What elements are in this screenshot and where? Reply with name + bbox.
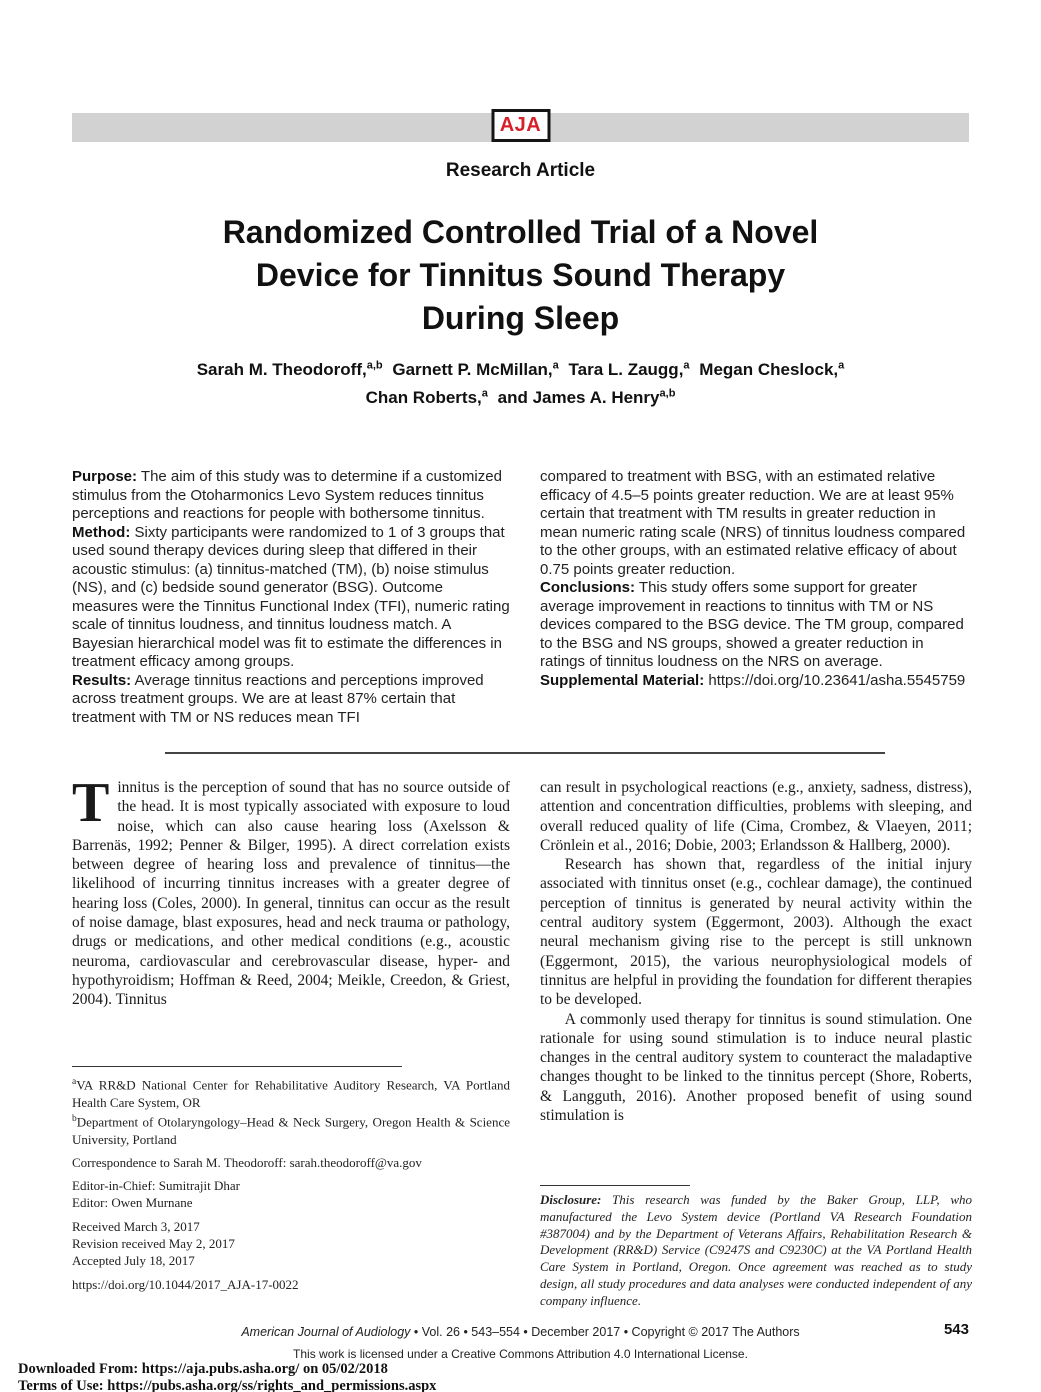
author-affiliation-superscript: a — [481, 387, 488, 400]
dates-block — [72, 1218, 510, 1270]
author-name: Tara L. Zaugg,$^a$ — [568, 359, 690, 379]
footnote-block — [72, 1066, 510, 1293]
author-name: Sarah M. Theodoroff,$^{a,b}$ — [196, 359, 383, 379]
abstract-conclusions — [540, 579, 972, 672]
downloaded-from-stamp: Downloaded From: https://aja.pubs.asha.org/ on 05/02/2018 — [18, 1361, 388, 1377]
license-line: This work is licensed under a Creative Commons Attribution 4.0 International License. — [293, 1347, 748, 1361]
footer-citation-line — [0, 1325, 1041, 1339]
abstract-supplemental — [540, 672, 972, 691]
body-paragraph: A commonly used therapy for tinnitus is sound stimulation. One rationale for using sound stimulation is to induce neural plastic changes in the central auditory system to counteract the maladaptive changes thought to be linked to the tinnitus percept (Shore, Roberts, & Langguth, 2016). Another proposed benefit of using sound stimulation is — [540, 1010, 972, 1125]
author-name: and James A. Henry$^{a,b}$ — [497, 387, 676, 408]
abstract-body-divider — [165, 752, 885, 754]
abstract — [72, 468, 972, 727]
footnote-divider — [72, 1066, 402, 1067]
terms-of-use-stamp: Terms of Use: https://pubs.asha.org/ss/rights_and_permissions.aspx — [18, 1378, 437, 1392]
abstract-section-label: Method: — [72, 523, 131, 541]
journal-name: American Journal of Audiology — [241, 1325, 411, 1339]
editor-line: Editor: Owen Murnane — [72, 1195, 193, 1211]
affiliation-superscript: b — [72, 1113, 77, 1124]
page-number: 543 — [943, 1321, 969, 1338]
disclosure-divider — [540, 1185, 690, 1186]
article-title-line-3: During Sleep — [421, 300, 620, 336]
author-line-1 — [0, 353, 1041, 382]
body-paragraph: can result in psychological reactions (e.g., anxiety, sadness, distress), attention and concentration difficulties, problems with sleeping, and overall reduced quality of life (Cima, Crombez, & Vlaeyen, 2011; Crönlein et al., 2016; Dobie, 2003; Erlandsson & Hallberg, 2000). — [540, 779, 972, 854]
received-date-line: Received March 3, 2017 — [72, 1218, 200, 1234]
drop-cap: T — [72, 772, 110, 834]
disclosure-label: Disclosure: — [540, 1192, 602, 1207]
author-list — [0, 353, 1041, 410]
body-right-column — [540, 778, 972, 1308]
abstract-section-text: Sixty participants were randomized to 1 of 3 groups that used sound therapy devices during sleep that differed in their acoustic stimulus: (a) tinnitus-matched (TM), (b) noise stimulus (NS), and (c) bedside sound generator (BSG). Outcome measures were the Tinnitus Functional Index (TFI), numeric rating scale of tinnitus loudness, and tinnitus loudness match. A Bayesian hierarchical model was fit to estimate the differences in treatment efficacy among groups. — [72, 523, 510, 670]
affiliation-footnote-a: $^a$VA RR&D National Center for Rehabilitative Auditory Research, VA Portland Health Care System, OR — [72, 1077, 510, 1110]
article-title-line-2: Device for Tinnitus Sound Therapy — [255, 257, 786, 293]
revision-date-line: Revision received May 2, 2017 — [72, 1236, 235, 1252]
journal-banner — [72, 113, 969, 142]
abstract-section-text: Average tinnitus reactions and perceptions improved across treatment groups. We are at least 87% certain that treatment with TM or NS reduces mean TFI — [72, 671, 484, 726]
abstract-right-column — [540, 468, 972, 727]
abstract-method — [72, 524, 510, 672]
abstract-section-text: The aim of this study was to determine if a customized stimulus from the Otoharmonics Levo System reduces tinnitus perceptions and reactions for people with bothersome tinnitus. — [72, 468, 502, 522]
abstract-results-continued — [540, 468, 972, 579]
abstract-section-label: Conclusions: — [540, 579, 636, 596]
supplemental-material-link[interactable]: https://doi.org/10.23641/asha.5545759 — [708, 671, 966, 689]
abstract-section-label: Purpose: — [72, 468, 138, 485]
author-affiliation-superscript: a — [838, 359, 845, 371]
abstract-section-text: compared to treatment with BSG, with an estimated relative efficacy of 4.5–5 points greater reduction. We are at least 95% certain that treatment with TM results in greater reduction in mean numeric rating scale (NRS) of tinnitus loudness compared to the other groups, with an estimated relative efficacy of about 0.75 points greater reduction. — [540, 468, 966, 578]
author-affiliation-superscript: a,b — [366, 359, 383, 371]
article-title-line-1: Randomized Controlled Trial of a Novel — [222, 214, 819, 250]
article-type-label: Research Article — [445, 160, 596, 181]
correspondence-line: Correspondence to Sarah M. Theodoroff: sarah.theodoroff@va.gov — [72, 1154, 422, 1170]
affiliation-superscript: a — [72, 1077, 77, 1087]
abstract-section-label: Supplemental Material: — [540, 671, 705, 689]
accepted-date-line: Accepted July 18, 2017 — [72, 1253, 195, 1269]
article-doi-link[interactable]: https://doi.org/10.1044/2017_AJA-17-0022 — [72, 1276, 299, 1292]
abstract-left-column — [72, 468, 510, 727]
abstract-purpose — [72, 468, 510, 524]
author-affiliation-superscript: a,b — [659, 387, 676, 400]
abstract-results — [72, 672, 510, 728]
article-title — [0, 211, 1041, 340]
author-name: Chan Roberts,$^a$ — [365, 387, 488, 408]
disclosure-block — [540, 1185, 972, 1310]
abstract-section-text: This study offers some support for greater average improvement in reactions to tinnitus with TM or NS devices compared to the BSG device. The TM group, compared to the BSG and NS groups, showed a greater reduction in ratings of tinnitus loudness on the NRS on average. — [540, 579, 964, 670]
body-paragraph: Tinnitus is the perception of sound that has no source outside of the head. It is most typically associated with exposure to loud noise, which can also cause hearing loss (Axelsson & Barrenäs, 1992; Penner & Bilger, 1995). A direct correlation exists between degree of hearing loss and prevalence of tinnitus—the likelihood of incurring tinnitus increases with a greater degree of hearing loss (Coles, 2000). In general, tinnitus can occur as the result of noise damage, blast exposures, head and neck trauma or pathology, drugs or medications, and other medical conditions (e.g., acoustic neuroma, cardiovascular and cerebrovascular disease, hyper- and hypothyroidism; Hoffman & Reed, 2004; Meikle, Creedon, & Griest, 2004). Tinnitus — [72, 772, 510, 1009]
author-affiliation-superscript: a — [683, 359, 690, 371]
aja-logo — [491, 109, 550, 142]
affiliation-footnote-b: $^b$Department of Otolaryngology–Head & Neck Surgery, Oregon Health & Science University, Portland — [72, 1113, 510, 1147]
body-left-column — [72, 772, 510, 1292]
editor-block — [72, 1177, 510, 1212]
footer-citation-meta: • Vol. 26 • 543–554 • December 2017 • Copyright © 2017 The Authors — [410, 1325, 800, 1339]
author-line-2 — [0, 382, 1041, 411]
author-name: Megan Cheslock,$^a$ — [699, 359, 845, 379]
editor-in-chief-line: Editor-in-Chief: Sumitrajit Dhar — [72, 1178, 240, 1194]
author-affiliation-superscript: a — [552, 359, 559, 371]
author-name: Garnett P. McMillan,$^a$ — [392, 359, 559, 379]
article-body — [72, 772, 972, 1308]
correspondence-email-link[interactable]: sarah.theodoroff@va.gov — [289, 1154, 422, 1170]
aja-logo-text: AJA — [499, 114, 542, 136]
body-paragraph: Research has shown that, regardless of the initial injury associated with tinnitus onset (e.g., cochlear damage), the continued perception of tinnitus is generated by neural activity within the central auditory system (Eggermont, 2003). Although the exact neural mechanism giving rise to the percept is still unknown (Eggermont, 2015), the various neurophysiological models of tinnitus are helpful in providing the foundation for different therapies to be developed. — [540, 856, 972, 1009]
abstract-section-label: Results: — [72, 671, 132, 689]
disclosure-text: Disclosure: This research was funded by the Baker Group, LLP, who manufactured the Levo System device (Portland VA Research Foundation #387004) and by the Department of Veterans Affairs, Rehabilitation Research & Development (RR&D) Service (C9247S and C9230C) at the VA Portland Health Care System in Portland, Oregon. Once agreement was reached as to study design, all study procedures and data analyses were conducted independent of any company influence. — [540, 1192, 972, 1308]
